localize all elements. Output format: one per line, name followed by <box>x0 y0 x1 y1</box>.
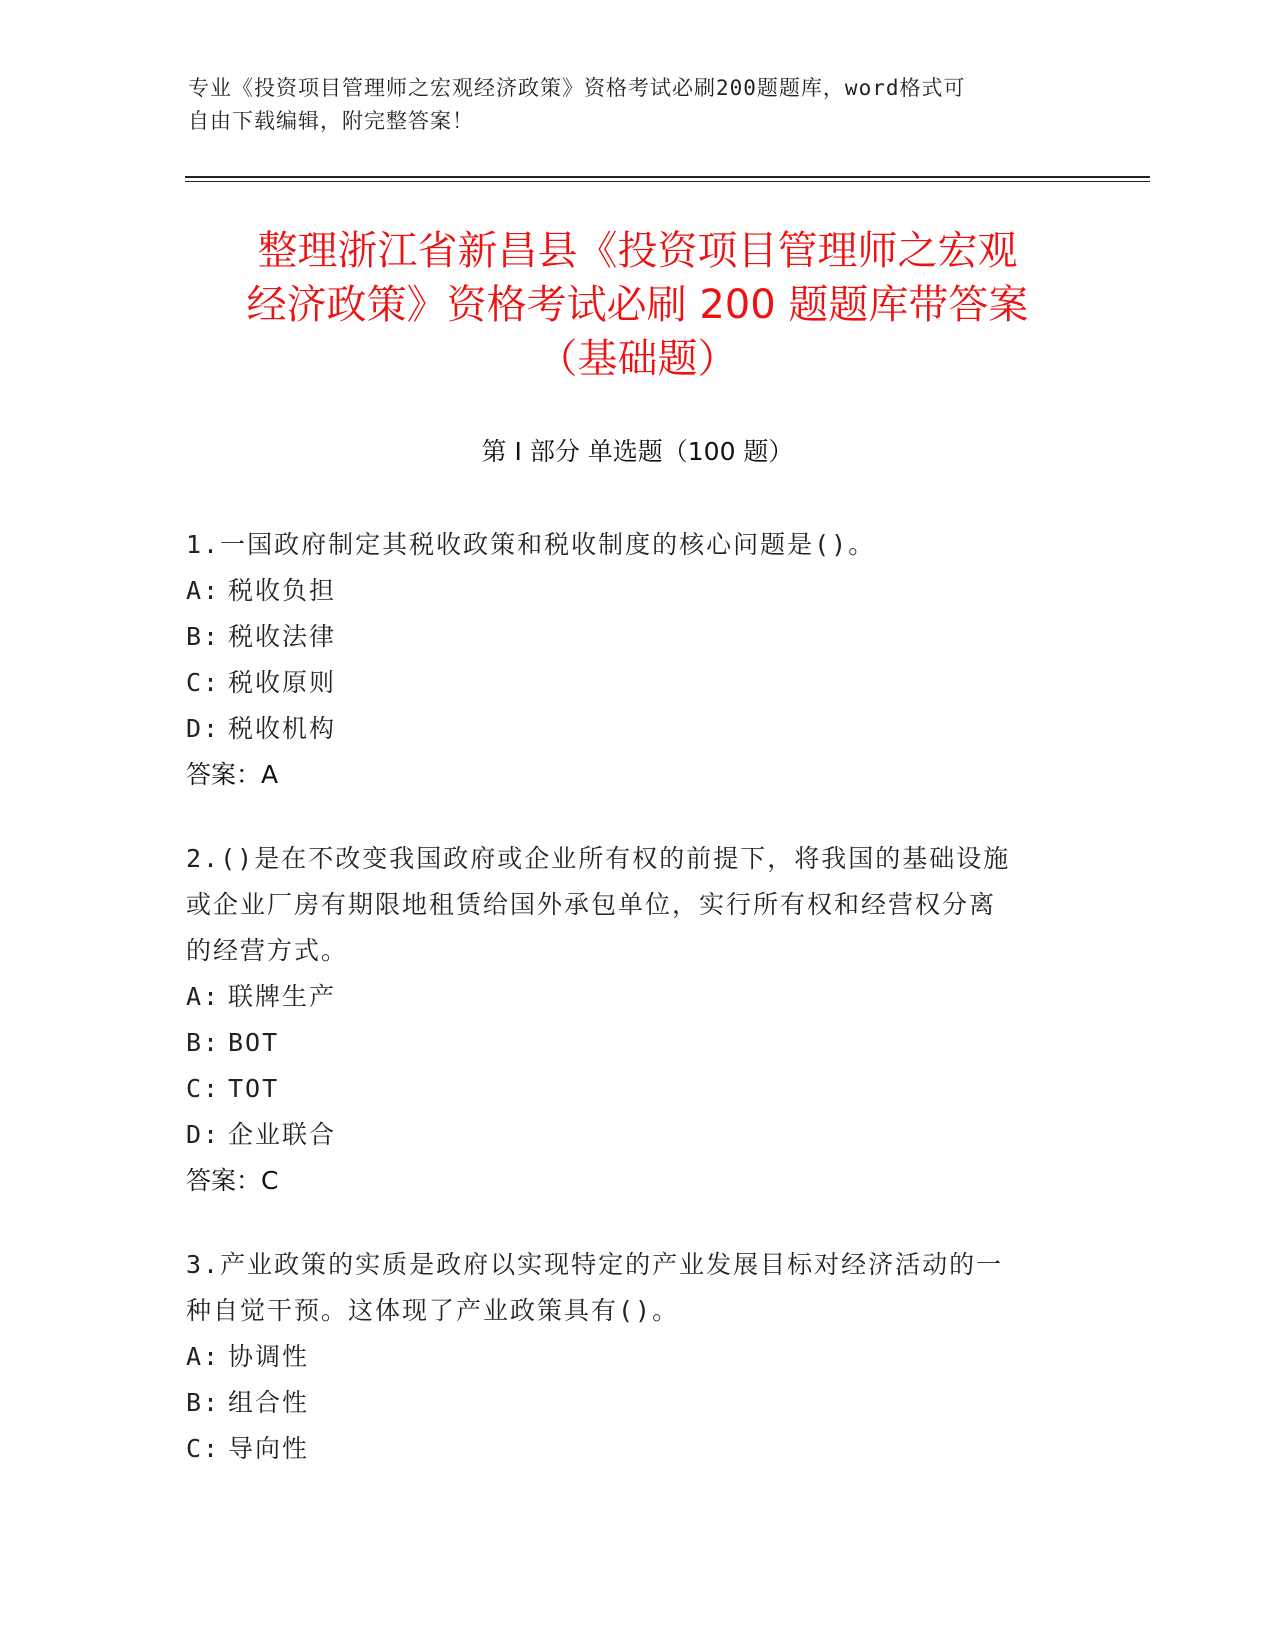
option-text: 协调性 <box>228 1342 310 1371</box>
answer-option <box>186 1380 1066 1426</box>
answer-key: 答案：A <box>186 760 279 789</box>
option-text: 税收机构 <box>228 714 337 743</box>
document-title-line-1: 整理浙江省新昌县《投资项目管理师之宏观 <box>257 228 1018 274</box>
question-3 <box>186 1242 1066 1472</box>
answer-option <box>186 660 1066 706</box>
option-key: B: <box>186 1028 221 1057</box>
answer-option <box>186 1112 1066 1158</box>
header-note <box>188 72 1068 138</box>
option-text: TOT <box>228 1074 280 1103</box>
question-stem-line: 的经营方式。 <box>186 936 349 965</box>
option-key: D: <box>186 1120 221 1149</box>
option-text: 税收负担 <box>228 576 337 605</box>
question-2 <box>186 836 1066 1204</box>
document-title-line-2: 经济政策》资格考试必刷 200 题题库带答案 <box>246 282 1029 328</box>
option-key: A: <box>186 982 221 1011</box>
answer-option <box>186 1066 1066 1112</box>
option-key: B: <box>186 1388 221 1417</box>
answer-option <box>186 1334 1066 1380</box>
header-divider-thick <box>185 176 1150 178</box>
answer-option <box>186 1426 1066 1472</box>
option-key: C: <box>186 1434 221 1463</box>
answer-option <box>186 568 1066 614</box>
option-text: BOT <box>228 1028 280 1057</box>
option-key: C: <box>186 668 221 697</box>
question-stem-line: 1.一国政府制定其税收政策和税收制度的核心问题是()。 <box>186 530 876 559</box>
question-stem-line: 种自觉干预。这体现了产业政策具有()。 <box>186 1296 680 1325</box>
option-key: A: <box>186 1342 221 1371</box>
section-title: 第 I 部分 单选题（100 题） <box>481 437 794 466</box>
question-stem-line: 3.产业政策的实质是政府以实现特定的产业发展目标对经济活动的一 <box>186 1250 1004 1279</box>
option-text: 组合性 <box>228 1388 310 1417</box>
header-note-line-2: 自由下载编辑，附完整答案！ <box>188 109 474 133</box>
answer-key: 答案：C <box>186 1166 279 1195</box>
option-key: C: <box>186 1074 221 1103</box>
option-text: 企业联合 <box>228 1120 337 1149</box>
option-text: 税收法律 <box>228 622 337 651</box>
header-note-line-1: 专业《投资项目管理师之宏观经济政策》资格考试必刷200题题库，word格式可 <box>188 76 966 100</box>
answer-option <box>186 614 1066 660</box>
option-key: B: <box>186 622 221 651</box>
question-stem-line: 2.()是在不改变我国政府或企业所有权的前提下，将我国的基础设施 <box>186 844 1011 873</box>
answer-option <box>186 974 1066 1020</box>
document-title <box>160 224 1115 386</box>
answer-option <box>186 706 1066 752</box>
question-list <box>186 522 1066 1510</box>
option-key: A: <box>186 576 221 605</box>
question-stem-line: 或企业厂房有期限地租赁给国外承包单位，实行所有权和经营权分离 <box>186 890 997 919</box>
answer-option <box>186 1020 1066 1066</box>
option-text: 导向性 <box>228 1434 310 1463</box>
option-text: 税收原则 <box>228 668 337 697</box>
header-divider-thin <box>185 181 1150 182</box>
question-1 <box>186 522 1066 798</box>
option-key: D: <box>186 714 221 743</box>
document-title-line-3: （基础题） <box>537 336 738 382</box>
option-text: 联牌生产 <box>228 982 337 1011</box>
